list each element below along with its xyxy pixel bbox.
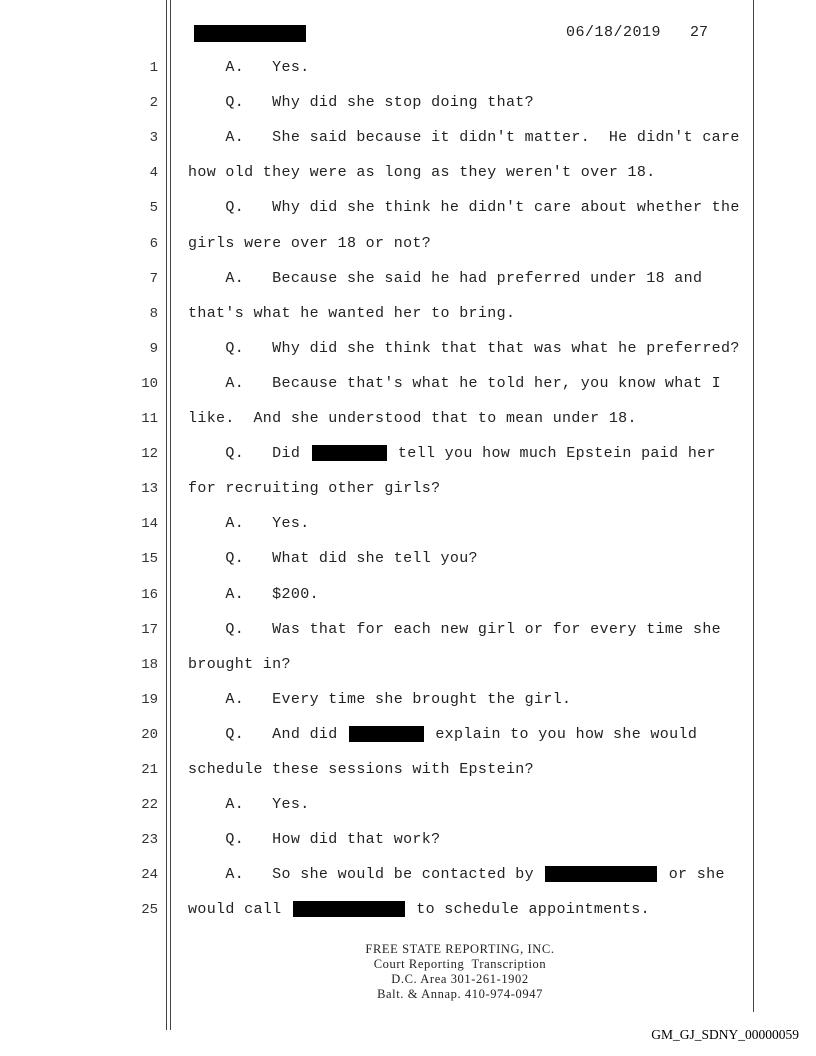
- line-text: that's what he wanted her to bring.: [188, 304, 516, 322]
- reporter-name: FREE STATE REPORTING, INC.: [365, 942, 555, 956]
- line-text: A. Because she said he had preferred under 18 and: [188, 269, 703, 287]
- left-margin-rule-inner: [170, 0, 171, 1030]
- right-margin-rule: [753, 0, 754, 1012]
- bates-number: GM_GJ_SDNY_00000059: [651, 1027, 799, 1042]
- reporter-phone-dc: D.C. Area 301-261-1902: [391, 972, 529, 986]
- line-number: 20: [141, 726, 158, 743]
- left-margin-rule-outer: [166, 0, 167, 1030]
- transcript-line: [188, 129, 740, 146]
- transcript-line: [188, 621, 721, 638]
- line-text: Q. And did: [188, 725, 347, 743]
- line-text: to schedule appointments.: [406, 901, 651, 919]
- line-number: 2: [149, 95, 158, 112]
- line-text: brought in?: [188, 655, 291, 673]
- line-text: A. Every time she brought the girl.: [188, 690, 572, 708]
- line-number: 13: [141, 481, 158, 498]
- line-text: Q. What did she tell you?: [188, 550, 478, 568]
- line-number: 15: [141, 551, 158, 568]
- line-text: how old they were as long as they weren't over 18.: [188, 164, 656, 182]
- transcript-line: [188, 94, 534, 111]
- line-text: A. $200.: [188, 585, 319, 603]
- transcript-line: [188, 586, 319, 603]
- transcript-line: [188, 831, 441, 848]
- transcript-line: [188, 235, 431, 252]
- reporter-footer: [290, 942, 630, 1002]
- line-text: A. She said because it didn't matter. He didn't care: [188, 129, 740, 147]
- line-text: for recruiting other girls?: [188, 480, 441, 498]
- reporter-phone-balt: Balt. & Annap. 410-974-0947: [377, 987, 543, 1001]
- transcript-line: [188, 305, 515, 322]
- transcript-line: [188, 515, 310, 532]
- redaction-block: [293, 901, 405, 917]
- line-text: schedule these sessions with Epstein?: [188, 761, 535, 778]
- transcript-line: [188, 796, 310, 813]
- line-text: explain to you how she would: [425, 725, 698, 743]
- transcript-line: [188, 199, 740, 216]
- transcript-line: [188, 656, 291, 673]
- line-number: 11: [141, 411, 158, 427]
- line-number: 23: [141, 832, 158, 849]
- line-text: or she: [659, 866, 725, 884]
- redaction-block: [349, 726, 424, 742]
- line-number: 12: [141, 446, 158, 463]
- transcript-line: [188, 550, 478, 567]
- line-number: 5: [149, 200, 158, 217]
- redaction-block: [312, 445, 387, 461]
- line-number: 22: [141, 797, 158, 814]
- line-text: girls were over 18 or not?: [188, 234, 432, 252]
- transcript-line: [188, 410, 637, 427]
- line-text: like. And she understood that to mean under 18.: [188, 410, 637, 427]
- transcript-date: 06/18/2019: [566, 24, 662, 41]
- header-redaction: [194, 25, 306, 42]
- transcript-line: [188, 901, 650, 918]
- line-text: A. So she would be contacted by: [188, 866, 544, 884]
- line-text: Q. How did that work?: [188, 831, 441, 849]
- transcript-line: [188, 375, 721, 392]
- redaction-block: [545, 866, 657, 882]
- line-number: 4: [149, 165, 158, 182]
- line-text: would call: [188, 901, 291, 919]
- line-text: A. Yes.: [188, 796, 310, 814]
- line-number: 6: [149, 235, 158, 252]
- line-number: 8: [149, 305, 158, 322]
- line-number: 21: [141, 762, 158, 778]
- line-number: 10: [141, 375, 158, 392]
- transcript-line: [188, 340, 740, 357]
- line-number: 3: [149, 130, 158, 147]
- page-number: 27: [690, 24, 709, 41]
- line-text: Q. Why did she think that that was what he preferred?: [188, 339, 740, 357]
- line-text: Q. Why did she think he didn't care about whether the: [188, 199, 740, 217]
- line-text: Q. Did: [188, 445, 310, 463]
- transcript-line: [188, 866, 725, 883]
- line-number: 24: [141, 867, 158, 884]
- transcript-line: [188, 726, 697, 743]
- line-text: A. Because that's what he told her, you know what I: [188, 374, 722, 392]
- transcript-line: [188, 270, 702, 287]
- line-number: 25: [141, 902, 158, 919]
- line-text: Q. Was that for each new girl or for every time she: [188, 620, 722, 638]
- line-text: tell you how much Epstein paid her: [388, 445, 716, 463]
- transcript-line: [188, 164, 656, 181]
- line-number: 19: [141, 691, 158, 708]
- line-number: 17: [141, 621, 158, 638]
- line-number: 16: [141, 586, 158, 603]
- line-text: A. Yes.: [188, 59, 310, 76]
- line-number: 7: [149, 270, 158, 287]
- transcript-line: [188, 59, 310, 76]
- line-text: Q. Why did she stop doing that?: [188, 94, 535, 112]
- transcript-line: [188, 761, 534, 778]
- line-number: 1: [149, 60, 158, 76]
- reporter-service: Court Reporting Transcription: [373, 957, 547, 971]
- transcript-line: [188, 445, 716, 462]
- line-number: 9: [149, 340, 158, 357]
- line-number: 14: [141, 516, 158, 533]
- transcript-line: [188, 691, 571, 708]
- line-number: 18: [141, 656, 158, 673]
- line-text: A. Yes.: [188, 515, 310, 533]
- transcript-line: [188, 480, 441, 497]
